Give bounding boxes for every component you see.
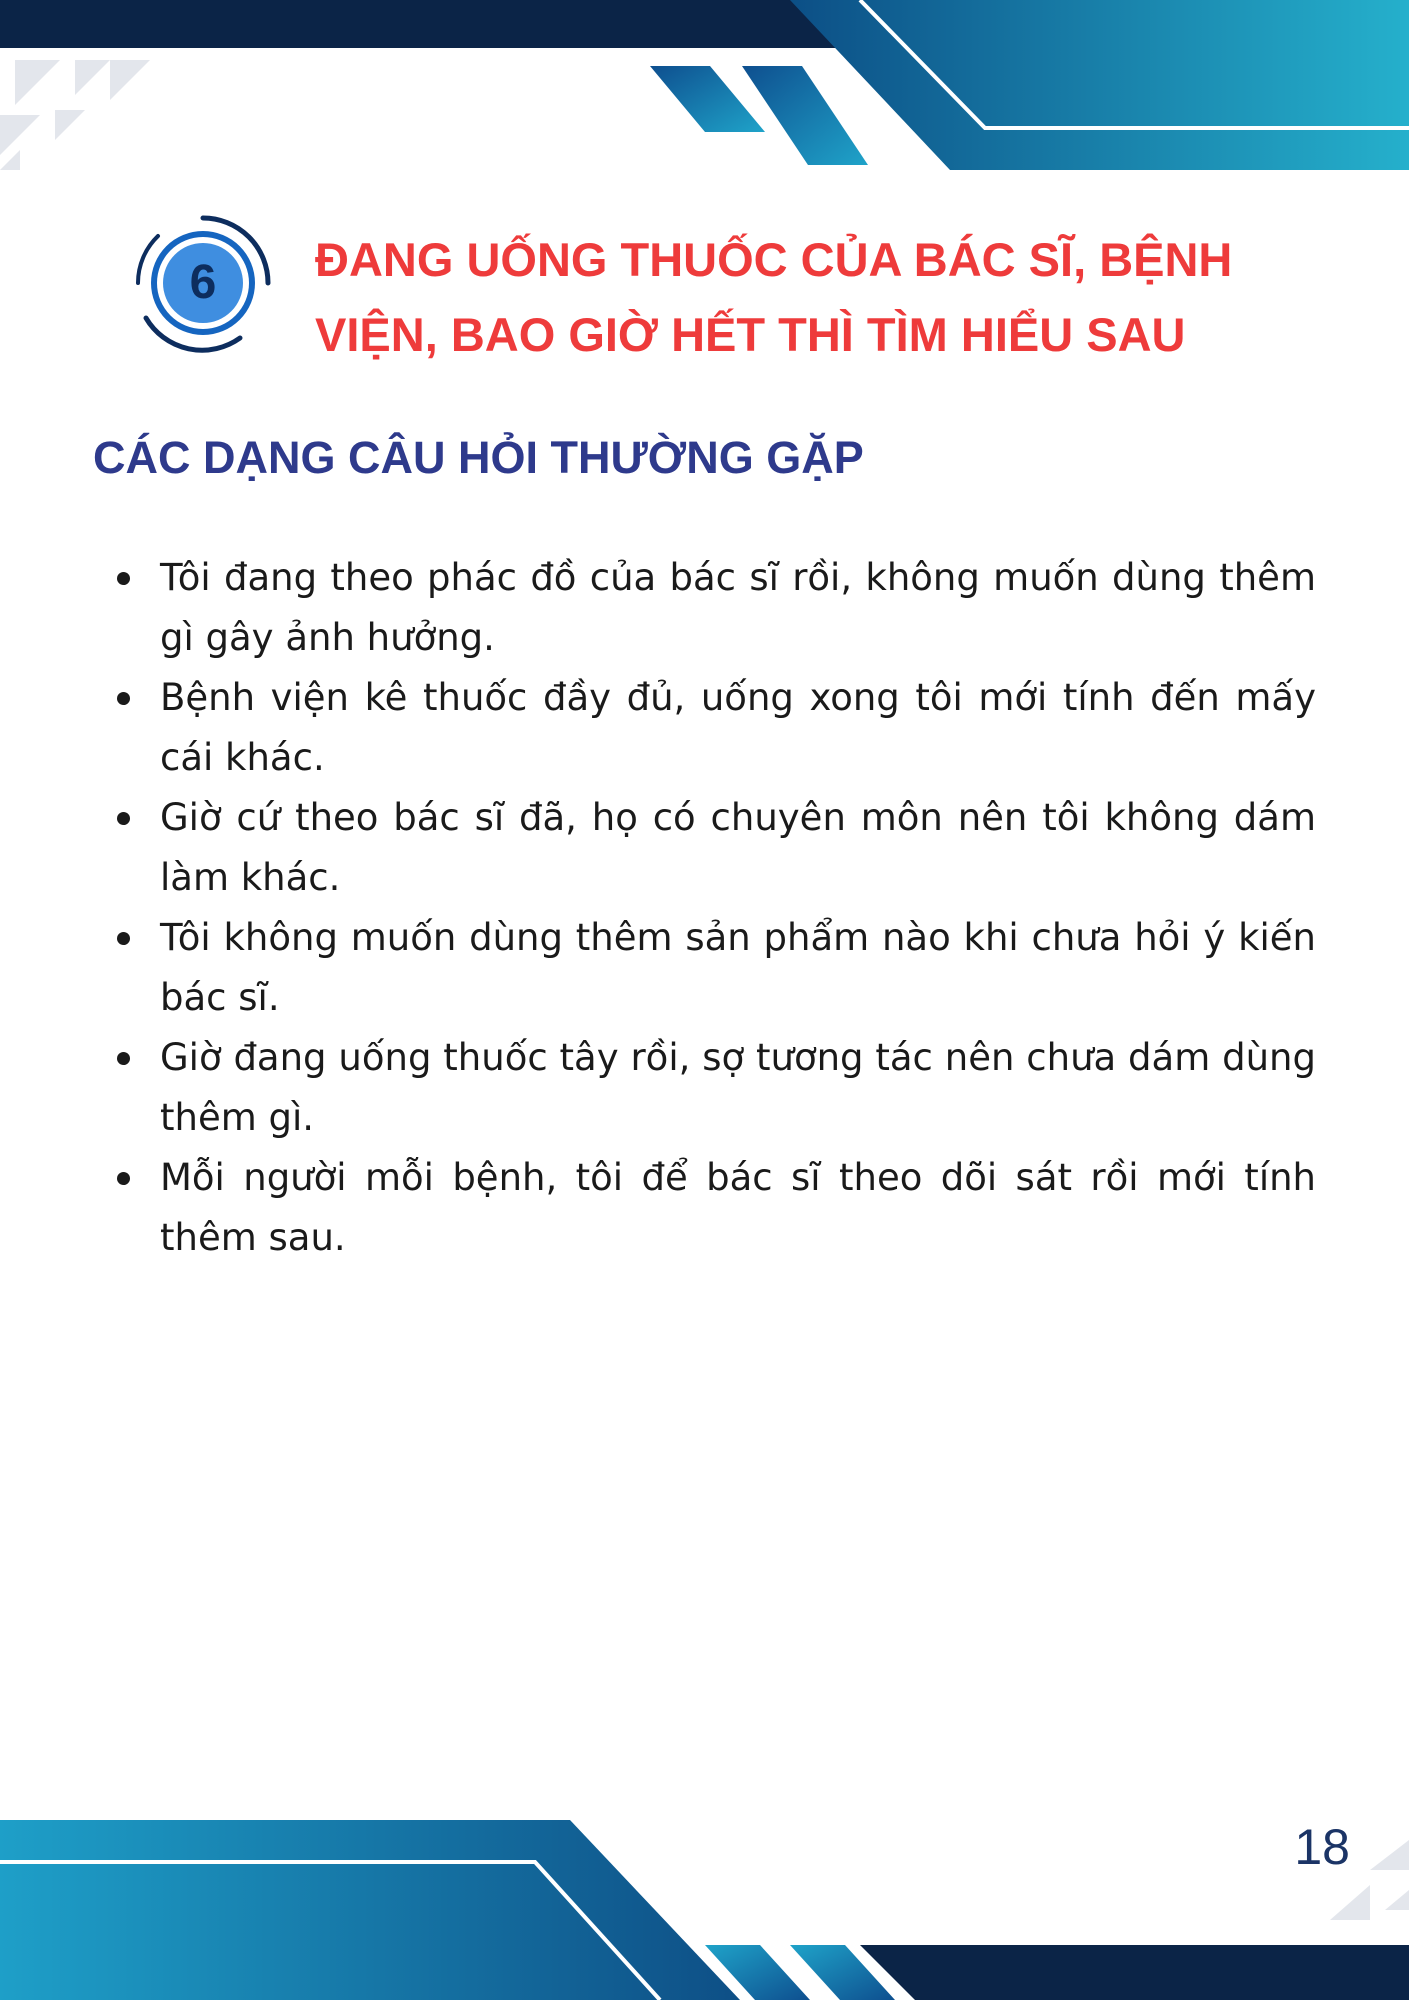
bullet-icon — [117, 1172, 130, 1185]
list-item — [160, 1028, 1316, 1148]
footer-navy-band — [860, 1945, 1409, 2000]
bullet-icon — [117, 572, 130, 585]
list-item-text: Mỗi người mỗi bệnh, tôi để bác sĩ theo dõi sát rồi mới tính thêm sau. — [160, 1156, 1316, 1259]
list-item — [160, 548, 1316, 668]
question-list — [160, 548, 1316, 1268]
triangle-pattern — [1330, 1840, 1409, 1920]
section-title: ĐANG UỐNG THUỐC CỦA BÁC SĨ, BỆNH VIỆN, BAO GIỜ HẾT THÌ TÌM HIỂU SAU — [315, 233, 1233, 361]
list-item — [160, 1148, 1316, 1268]
list-item-text: Tôi không muốn dùng thêm sản phẩm nào khi chưa hỏi ý kiến bác sĩ. — [160, 916, 1316, 1019]
list-item-text: Bệnh viện kê thuốc đầy đủ, uống xong tôi mới tính đến mấy cái khác. — [160, 676, 1316, 779]
footer-teal-block — [0, 1820, 740, 2000]
page-number: 18 — [1294, 1819, 1350, 1875]
list-item — [160, 668, 1316, 788]
bullet-icon — [117, 692, 130, 705]
bullet-icon — [117, 932, 130, 945]
list-item-text: Giờ đang uống thuốc tây rồi, sợ tương tác nên chưa dám dùng thêm gì. — [160, 1036, 1316, 1139]
bullet-icon — [117, 812, 130, 825]
section-number-badge — [128, 208, 278, 358]
list-item-text: Giờ cứ theo bác sĩ đã, họ có chuyên môn nên tôi không dám làm khác. — [160, 796, 1316, 899]
list-item — [160, 788, 1316, 908]
header-decoration — [0, 0, 1409, 170]
section-number: 6 — [189, 256, 217, 309]
footer-decoration — [0, 1810, 1409, 2000]
subheading: CÁC DẠNG CÂU HỎI THƯỜNG GẶP — [93, 432, 864, 483]
bullet-icon — [117, 1052, 130, 1065]
header-stripe — [650, 66, 765, 132]
header-navy-band — [0, 0, 860, 48]
list-item-text: Tôi đang theo phác đồ của bác sĩ rồi, không muốn dùng thêm gì gây ảnh hưởng. — [160, 556, 1316, 659]
header-stripe — [742, 66, 868, 165]
triangle-pattern — [0, 60, 150, 170]
list-item — [160, 908, 1316, 1028]
